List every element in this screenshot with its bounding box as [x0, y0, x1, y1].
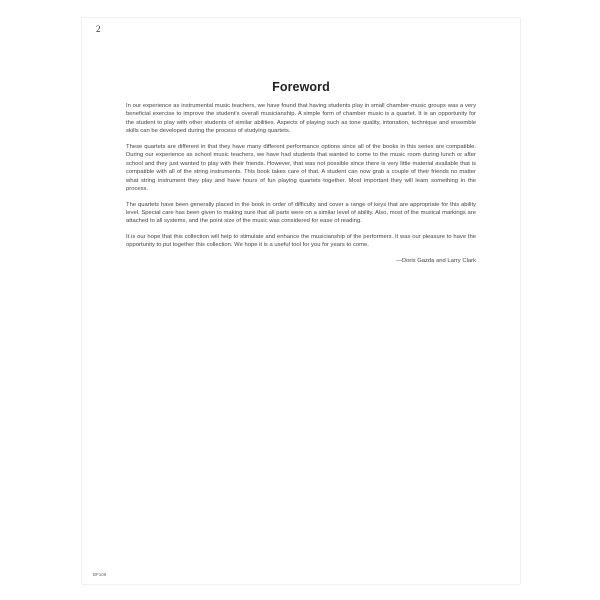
foreword-body: [126, 102, 476, 265]
book-page: [82, 18, 520, 584]
paragraph-1: In our experience as instrumental music teachers, we have found that having students play in small chamber-music groups was a very beneficial exercise to improve the student's overall musicianship. A simple form of chamber music is a quartet. It is an opportunity for the student to play with other students of similar abilities. Aspects of playing such as tone quality, intonation, technique and ensemble skills can be developed during the process of studying quartets.: [126, 103, 476, 135]
paragraph-4: It is our hope that this collection will help to stimulate and enhance the musicianship of the performers. It was our pleasure to have the opportunity to put together this collection. We hope it is a useful tool for you for years to come.: [126, 233, 476, 249]
page-number: 2: [96, 24, 101, 34]
page-title: Foreword: [272, 80, 330, 94]
paragraph-2: These quartets are different in that they have many different performance options since all of the books in this series are compatible. During our experience as school music teachers, we have had students that wanted to come to the music room during lunch or after school and they just wanted to play with their friends. However, that was not possible since there is very little material available that is compatible with all of the string instruments. This book takes care of that. A student can now grab a couple of their friends no matter what string instrument they play and have hours of fun playing quartets together. Most important they will learn something in the process.: [126, 143, 476, 193]
paragraph-3: The quartets have been generally placed in the book in order of difficulty and cover a range of keys that are appropriate for this ability level. Special care has been given to making sure that all parts were on a similar level of ability. Also, most of the musical markings are attached to all systems, and the point size of the music was considered for ease of reading.: [126, 201, 476, 225]
author-signature: —Doris Gazda and Larry Clark: [396, 257, 476, 264]
catalog-code: BF109: [93, 572, 107, 577]
